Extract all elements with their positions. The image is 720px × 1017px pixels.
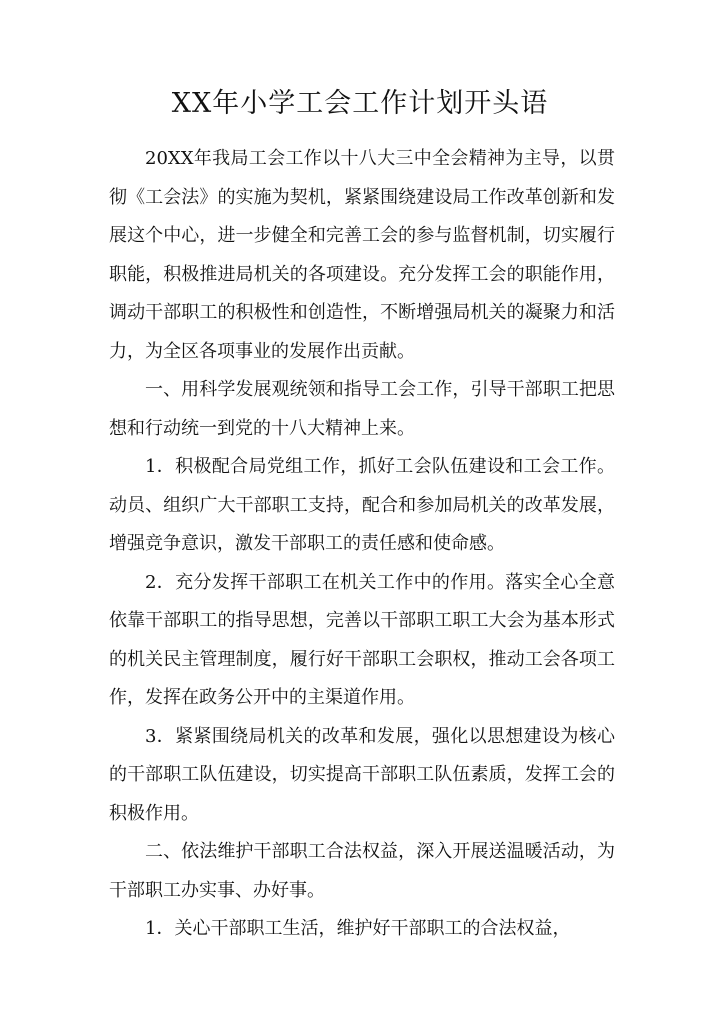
paragraph-intro: 20XX年我局工会工作以十八大三中全会精神为主导，以贯彻《工会法》的实施为契机，紧紧围绕建设局工作改革创新和发展这个中心，进一步健全和完善工会的参与监督机制，切实履行职能，积极推进局机关的各项建设。充分发挥工会的职能作用，调动干部职工的积极性和创造性，不断增强局机关的凝聚力和活力，为全区各项事业的发展作出贡献。 [109, 148, 615, 362]
document-title: XX年小学工会工作计划开头语 [171, 88, 549, 119]
paragraph-item-1-3: 3．紧紧围绕局机关的改革和发展，强化以思想建设为核心的干部职工队伍建设，切实提高干部职工队伍素质，发挥工会的积极作用。 [109, 725, 615, 824]
paragraph-item-1-2: 2．充分发挥干部职工在机关工作中的作用。落实全心全意依靠干部职工的指导思想，完善以干部职工职工大会为基本形式的机关民主管理制度，履行好干部职工会职权，推动工会各项工作，发挥在政务公开中的主渠道作用。 [109, 571, 615, 708]
paragraph-item-2-1: 1．关心干部职工生活，维护好干部职工的合法权益， [145, 918, 571, 939]
paragraph-item-1-1: 1．积极配合局党组工作，抓好工会队伍建设和工会工作。动员、组织广大干部职工支持，配合和参加局机关的改革发展，增强竞争意识，激发干部职工的责任感和使命感。 [109, 456, 615, 554]
paragraph-section-1-heading: 一、用科学发展观统领和指导工会工作，引导干部职工把思想和行动统一到党的十八大精神上来。 [109, 379, 615, 439]
document-body [109, 140, 615, 949]
paragraph-section-2-heading: 二、依法维护干部职工合法权益，深入开展送温暖活动，为干部职工办实事、办好事。 [109, 841, 615, 901]
